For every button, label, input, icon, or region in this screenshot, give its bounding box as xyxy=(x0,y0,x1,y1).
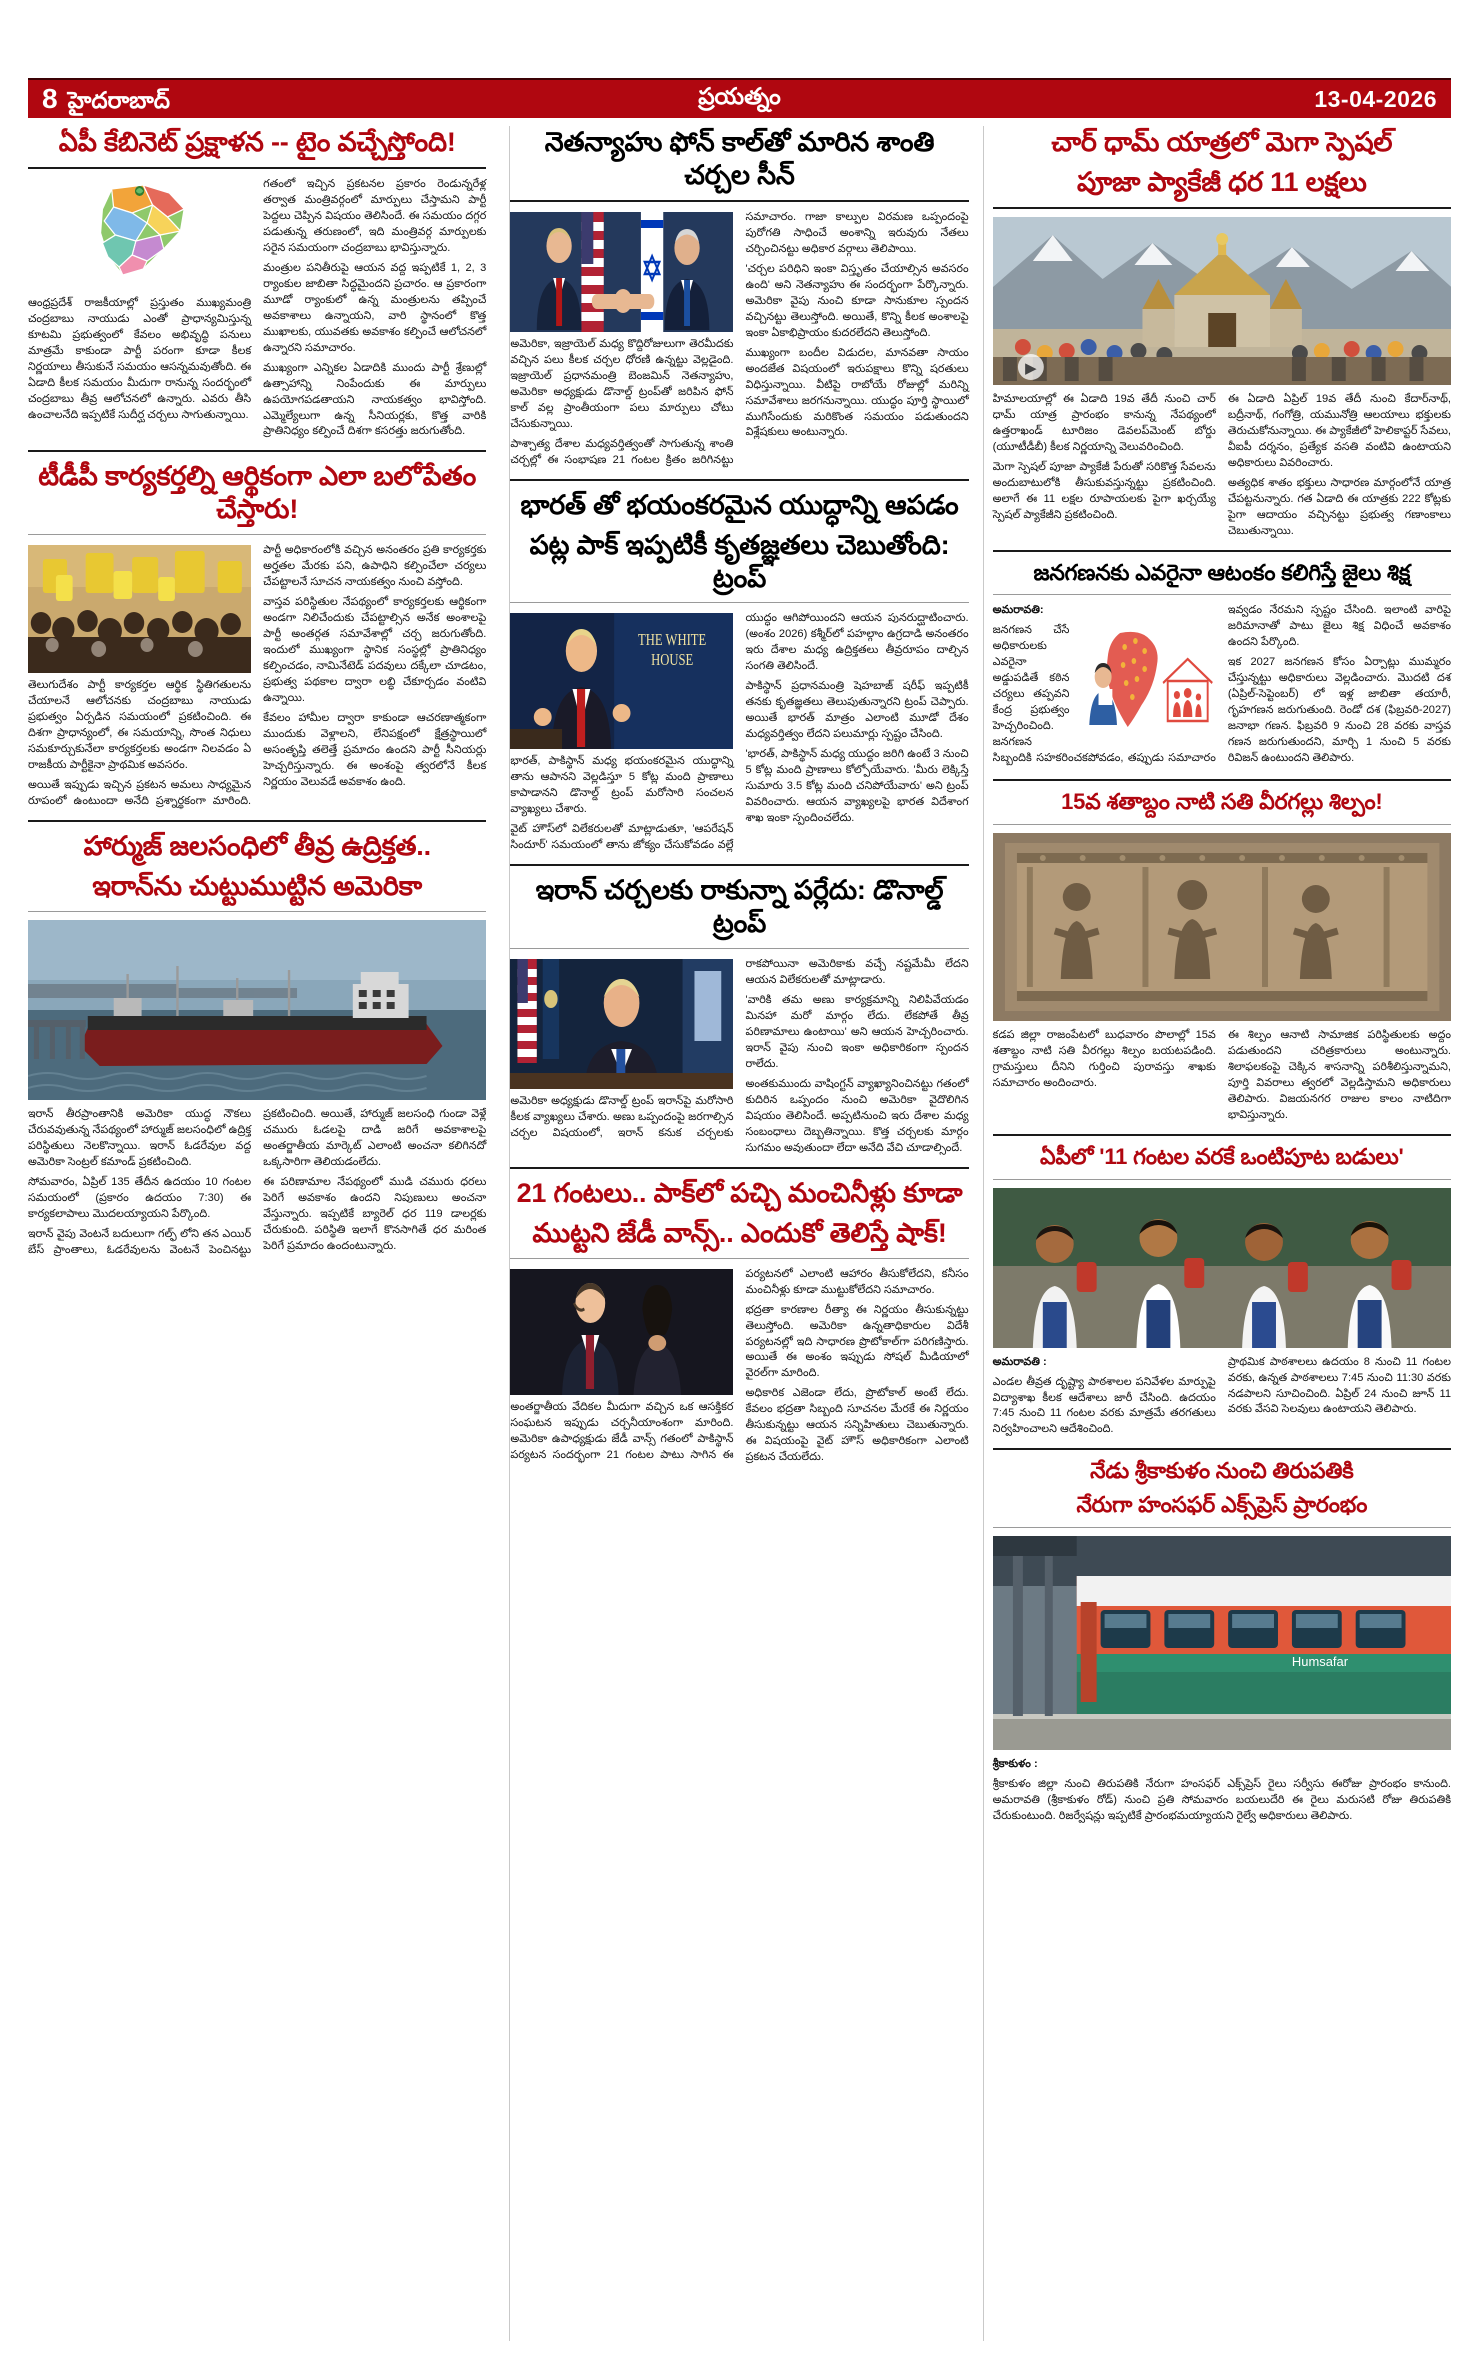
figure-train-coach-platform xyxy=(993,1536,1451,1750)
article-sati-sculptures[interactable] xyxy=(993,779,1451,1124)
headline-line-2: ముట్టని జేడీ వాన్స్.. ఎందుకో తెలిస్తే షాక్! xyxy=(532,1217,947,1248)
svg-text:HOUSE: HOUSE xyxy=(651,651,694,670)
paragraph: ఈ శిల్పం ఆనాటి సామాజిక పరిస్థితులకు అద్దం పడుతుందని చరిత్రకారులు అంటున్నారు. శిలాఫలకంపై చెక్కిన శాసనాన్ని పరిశీలిస్తున్నామని, పూర్తి వివరాలు త్వరలో వెల్లడిస్తామని అధికారులు తెలిపారు. విజయనగర రాజుల కాలం నాటిదిగా భావిస్తున్నారు. xyxy=(1227,1028,1451,1121)
headline-line-2: ఇరాన్‌ను చుట్టుముట్టిన అమెరికా xyxy=(92,871,422,901)
section-rule xyxy=(993,1134,1451,1136)
headline-line-2: పట్ల పాక్ ఇప్పటికీ కృతజ్ఞతలు చెబుతోంది: ట్రంప్ xyxy=(529,529,950,593)
article-census-jail[interactable] xyxy=(993,550,1451,770)
paragraph: భద్రతా కారణాల రీత్యా ఈ నిర్ణయం తీసుకున్నట్టు తెలుస్తోంది. అమెరికా ఉన్నతాధికారుల విదేశీ పర్యటనల్లో ఇది సాధారణ ప్రొటోకాల్‌గా పరిగణిస్తారు. అయితే ఈ అంశం ఇప్పుడు సోషల్ మీడియాలో వైరల్‌గా మారింది. xyxy=(745,1303,969,1380)
headline: జనగణనకు ఎవరైనా ఆటంకం కలిగిస్తే జైలు శిక్ష xyxy=(1033,559,1411,585)
paragraph: ఇరాన్ వైపు వెంటనే బదులుగా గల్ఫ్ లోని తన ఎయిర్ బేస్ ప్రాంతాలు, ఓడరేవులను వెంటనే పెంచినట్టు ప్రకటించింది. అయితే, హార్ముజ్ జలసంధి గుండా వెళ్లే చమురు ఓడలపై దాడి జరిగే అవకాశాలపై అంతర్జాతీయ మార్కెట్ ఎలాంటి అంచనా కలిగినదో ఒక్కసారిగా తెలియడంలేదు. xyxy=(28,1107,487,1256)
section-rule xyxy=(510,479,968,481)
headline-rule xyxy=(993,1527,1451,1528)
headline-rule xyxy=(993,207,1451,209)
article-body xyxy=(28,543,486,810)
masthead-left xyxy=(42,85,170,113)
paragraph: అంతకుముందు వాషింగ్టన్ వ్యాఖ్యానించినట్టు గతంలో కుదిరిన ఒప్పందం నుంచి అమెరికా వైదొలిగిన విషయం తెలిసిందే. అప్పటినుంచి ఇరు దేశాల మధ్య సంబంధాలు దెబ్బతిన్నాయి. కొత్త చర్చలకు మార్గం సుగమం అవుతుందా లేదా అనేది వేచి చూడాల్సిందే. xyxy=(745,1077,969,1154)
headline-rule xyxy=(510,602,968,603)
paragraph: కేవలం హామీల ద్వారా కాకుండా ఆచరణాత్మకంగా ముందుకు వెళ్లాలని, లేనిపక్షంలో క్షేత్రస్థాయిలో అసంతృప్తి తలెత్తే ప్రమాదం ఉందని పార్టీ సీనియర్లు హెచ్చరిస్తున్నారు. ఈ అంశంపై త్వరలోనే కీలక నిర్ణయం వెలువడే అవకాశం ఉంది. xyxy=(263,712,487,788)
headline-line-1: భారత్ తో భయంకరమైన యుద్ధాన్ని ఆపడం xyxy=(520,489,959,520)
article-body xyxy=(510,957,968,1157)
paragraph: పాశ్చాత్య దేశాల మధ్యవర్తిత్వంతో సాగుతున్న శాంతి చర్చల్లో ఈ సంభాషణ 21 గంటల క్రితం జరిగినట్టు సమాచారం. గాజా కాల్పుల విరమణ ఒప్పందంపై పురోగతి సాధించే అంశాన్ని ఇరువురు నేతలు చర్చించినట్టు అధికార వర్గాలు తెలిపాయి. xyxy=(510,210,969,466)
headline-rule xyxy=(510,948,968,949)
headline: ఏపీలో '11 గంటల వరకే ఒంటిపూట బడులు' xyxy=(1040,1143,1404,1169)
article-body xyxy=(28,1107,486,1259)
paragraph: ఆంధ్రప్రదేశ్ రాజకీయాల్లో ప్రస్తుతం ముఖ్యమంత్రి చంద్రబాబు నాయుడు ఎంతో ప్రాధాన్యమిస్తున్న కూటమి ప్రభుత్వంలో కేవలం అభివృద్ధి పనులు మాత్రమే కాకుండా పార్టీ పరంగా కూడా కీలక నిర్ణయాలు తీసుకునే సమయం ఆసన్నమవుతోంది. ఈ ఏడాది కీలక సమయం మీదుగా రానున్న సందర్భంలో చంద్రబాబు తీవ్ర ఆలోచనలో ఉన్నారు. ఎవరు తీసి ఉంచాలనేది ఇప్పటికే సుదీర్ఘ చర్చలు సాగుతున్నాయి. xyxy=(28,296,252,421)
article-iran-talks[interactable] xyxy=(510,864,968,1157)
paragraph: అమెరికా అధ్యక్షుడు డొనాల్డ్ ట్రంప్ ఇరాన్‌పై మరోసారి కీలక వ్యాఖ్యలు చేశారు. అణు ఒప్పందంపై జరగాల్సిన చర్చల విషయంలో, ఇరాన్ కనుక చర్చలకు రాకపోయినా అమెరికాకు వచ్చే నష్టమేమీ లేదని ఆయన విలేకరులతో మాట్లాడారు. xyxy=(510,958,969,1140)
figure-trump-seated-desk xyxy=(510,959,733,1089)
page-number: 8 xyxy=(42,83,58,114)
paragraph: వాస్తవ పరిస్థితుల నేపథ్యంలో కార్యకర్తలకు ఆర్థికంగా అండగా నిలిచేందుకు చేపట్టాల్సిన అనేక అంశాలపై పార్టీ అంతర్గత సమావేశాల్లో చర్చ జరుగుతోంది. ఇందులో ముఖ్యంగా స్థానిక సంస్థల్లో ప్రాతినిధ్యం కల్పించడం, నామినేటెడ్ పదవులు దక్కేలా చూడటం, ప్రభుత్వ పథకాల ద్వారా లబ్ధి చేకూర్చడం వంటివి ఉన్నాయి. xyxy=(263,596,487,705)
article-vance-pak[interactable] xyxy=(510,1167,968,1467)
section-rule xyxy=(510,864,968,866)
article-body xyxy=(510,1267,968,1467)
article-char-dham[interactable] xyxy=(993,126,1451,540)
paragraph: భారత్, పాకిస్థాన్ మధ్య భయంకరమైన యుద్ధాన్ని తాను ఆపానని వెల్లడిస్తూ 5 కోట్ల మంది ప్రాణాలు కాపాడానని డొనాల్డ్ ట్రంప్ మరోసారి సంచలన వ్యాఖ్యలు చేశారు. xyxy=(510,755,734,816)
figure-ap-districts-map xyxy=(28,179,251,291)
headline: నెతన్యాహు ఫోన్ కాల్‌తో మారిన శాంతి చర్చల సీన్ xyxy=(544,127,935,190)
headline: ఇరాన్ చర్చలకు రాకున్నా పర్లేదు: డొనాల్డ్ ట్రంప్ xyxy=(535,875,944,939)
section-rule xyxy=(510,1167,968,1169)
headline-rule xyxy=(28,167,486,169)
paper-title: ప్రయత్నం xyxy=(698,82,781,109)
headline-line-2: పూజా ప్యాకేజీ ధర 11 లక్షలు xyxy=(1076,166,1367,197)
headline-line-1: నేడు శ్రీకాకుళం నుంచి తిరుపతికి xyxy=(1090,1458,1354,1484)
column-2 xyxy=(510,126,968,2341)
svg-text:▶: ▶ xyxy=(1024,359,1037,377)
figure-census-india-illustration xyxy=(1077,625,1215,731)
article-grid xyxy=(28,126,1451,2341)
figure-char-dham-temple xyxy=(993,217,1451,385)
paragraph: కడప జిల్లా రాజంపేటలో బుధవారం పొలాల్లో 15వ శతాబ్దం నాటి సతి వీరగల్లు శిల్పం బయటపడింది. గ్రామస్తులు దీనిని గుర్తించి పురావస్తు శాఖకు సమాచారం అందించారు. xyxy=(992,1028,1216,1089)
paragraph: 'చర్చల పరిధిని ఇంకా విస్తృతం చేయాల్సిన అవసరం ఉంది' అని నెతన్యాహు ఈ సందర్భంగా పేర్కొన్నారు. అమెరికా వైపు నుంచి కూడా సానుకూల స్పందన వచ్చినట్టు తెలుస్తోంది. అయితే, కొన్ని కీలక అంశాలపై ఇంకా ఏకాభిప్రాయం కుదరలేదని తెలుస్తోంది. xyxy=(745,262,969,339)
headline: ఏపీ కేబినెట్ ప్రక్షాళన -- టైం వచ్చేస్తోంది! xyxy=(58,127,456,157)
article-body xyxy=(993,603,1451,769)
article-humsafar-express[interactable] xyxy=(993,1448,1451,1825)
paragraph: 'భారత్, పాకిస్థాన్ మధ్య యుద్ధం జరిగి ఉంటే 3 నుంచి 5 కోట్ల మంది ప్రాణాలు కోల్పోయేవారు. 'మీరు లెక్కిస్తే సుమారు 3.5 కోట్ల మంది చనిపోయేవారు' అని ట్రంప్ వివరించారు. ఆయన వ్యాఖ్యలపై భారత విదేశాంగ శాఖ ఇంకా స్పందించలేదు. xyxy=(745,748,969,825)
article-body xyxy=(993,1757,1451,1825)
headline-rule xyxy=(993,594,1451,595)
paragraph: వైట్ హౌస్‌లో విలేకరులతో మాట్లాడుతూ, 'ఆపరేషన్ సిందూర్' సమయంలో తాను జోక్యం చేసుకోవడం వల్లే యుద్ధం ఆగిపోయిందని ఆయన పునరుద్ఘాటించారు. (అంశం 2026) కశ్మీర్‌లో పహల్గాం ఉగ్రదాడి అనంతరం ఇరు దేశాల మధ్య ఉద్రిక్తతలు తీవ్రరూపం దాల్చిన సంగతి తెలిసిందే. xyxy=(510,612,969,852)
paragraph: అయితే ఇప్పుడు ఇచ్చిన ప్రకటన అమలు సాధ్యమైన రూపంలో ఉంటుందా అనేది ప్రశ్నార్థకంగా మారింది. పార్టీ అధికారంలోకి వచ్చిన అనంతరం ప్రతి కార్యకర్తకు అర్హతల మేరకు పని, ఉపాధిని కల్పించేలా చర్యలు చేపట్టాలనే సూచన నాయకత్వం నుంచి వస్తోంది. xyxy=(28,544,487,808)
paragraph: ఈ ఏడాది ఏప్రిల్ 19వ తేదీ నుంచి కేదార్‌నాథ్, బద్రీనాథ్, గంగోత్రి, యమునోత్రి ఆలయాలు భక్తులకు తెరుచుకోనున్నాయి. ఈ ప్యాకేజీలో హెలికాప్టర్ సేవలు, వీఐపీ దర్శనం, ప్రత్యేక వసతి వంటివి ఉంటాయని అధికారులు వివరించారు. xyxy=(1227,392,1451,469)
article-hormuz-strait[interactable] xyxy=(28,820,486,1259)
headline: టీడీపీ కార్యకర్తల్ని ఆర్థికంగా ఎలా బలోపేతం చేస్తారు! xyxy=(38,461,477,525)
headline-line-2: నేరుగా హంసఫర్ ఎక్స్‌ప్రెస్ ప్రారంభం xyxy=(1076,1492,1368,1518)
paragraph: మంత్రుల పనితీరుపై ఆయన వద్ద ఇప్పటికే 1, 2, 3 ర్యాంకుల జాబితా సిద్ధమైందని ప్రచారం. ఆ ప్రకారంగా మూడో ర్యాంకులో ఉన్న మంత్రులను తప్పించే అవకాశాలు ఉన్నాయని, వారి స్థానంలో కొత్త ముఖాలకు, యువతకు అవకాశం కల్పించే ఆలోచనలో ఉన్నారని సమాచారం. xyxy=(263,261,487,354)
figure-vance-and-usha-couple xyxy=(510,1269,733,1395)
paragraph: ముఖ్యంగా ఎన్నికల ఏడాదికి ముందు పార్టీ శ్రేణుల్లో ఉత్సాహాన్ని నింపేందుకు ఈ మార్పులు ఉపయోగపడతాయని నాయకత్వం భావిస్తోంది. ఎమ్మెల్యేలుగా ఉన్న సీనియర్లకు, కొత్త వారికి ప్రాతినిధ్యం కల్పించే దిశగా కసరత్తు జరుగుతోంది. xyxy=(263,361,487,438)
svg-text:Humsafar: Humsafar xyxy=(1291,1654,1348,1670)
paragraph: మెగా స్పెషల్ పూజా ప్యాకేజీ పేరుతో సరికొత్త సేవలను అందుబాటులోకి తీసుకువస్తున్నట్టు ప్రకటించింది. అలాగే ఈ 11 లక్షల రూపాయలకు పైగా ఖర్చయ్యే స్పెషల్ ప్యాకేజీని ప్రకటించింది. xyxy=(992,460,1216,521)
headline-rule xyxy=(993,824,1451,825)
section-rule xyxy=(993,779,1451,781)
paragraph: అంతర్జాతీయ వేదికల మీదుగా వచ్చిన ఒక ఆసక్తికర సంఘటన ఇప్పుడు చర్చనీయాంశంగా మారింది. అమెరికా ఉపాధ్యక్షుడు జేడీ వాన్స్ గతంలో పాకిస్థాన్ పర్యటన సందర్భంగా 21 గంటల పాటు సాగిన ఈ పర్యటనలో ఎలాంటి ఆహారం తీసుకోలేదని, కనీసం మంచినీళ్లు కూడా ముట్టుకోలేదని సమాచారం. xyxy=(510,1267,969,1461)
section-rule xyxy=(993,550,1451,552)
masthead-bar xyxy=(28,78,1451,118)
paragraph: అమెరికా, ఇజ్రాయెల్ మధ్య కొద్దిరోజులుగా తెరమీదకు వచ్చిన పలు కీలక చర్చల ధోరణి ఉన్నట్టు వెల్లడైంది. ఇజ్రాయెల్ ప్రధానమంత్రి బెంజమిన్ నెతన్యాహు, అమెరికా అధ్యక్షుడు డొనాల్డ్ ట్రంప్‌తో జరిపిన ఫోన్ కాల్ వల్ల ప్రాంతీయంగా పలు మార్పులు చోటు చేసుకున్నాయి. xyxy=(510,337,734,430)
headline-line-1: హార్ముజ్ జలసంధిలో తీవ్ర ఉద్రిక్తత.. xyxy=(83,831,431,862)
paragraph: అధికారిక ఎజెండా లేదు, ప్రొటోకాల్ అంటే లేదు. కేవలం భద్రతా సిబ్బంది సూచనల మేరకే ఈ నిర్ణయం తీసుకున్నట్టు ఆయన సన్నిహితులు చెబుతున్నారు. ఈ విషయంపై వైట్ హౌస్ అధికారికంగా ఎలాంటి ప్రకటన చేయలేదు. xyxy=(745,1387,969,1464)
article-body xyxy=(510,611,968,854)
dateline: అమరావతి: xyxy=(992,604,1044,617)
figure-trump-podium-whitehouse xyxy=(510,613,733,749)
headline-line-1: చార్ ధామ్ యాత్రలో మెగా స్పెషల్ xyxy=(1051,127,1393,157)
headline-rule xyxy=(993,1179,1451,1180)
headline-rule xyxy=(28,534,486,535)
headline: 15వ శతాబ్దం నాటి సతి వీరగల్లు శిల్పం! xyxy=(1061,789,1383,815)
figure-oil-tanker-ship xyxy=(28,920,486,1100)
article-body xyxy=(28,177,486,441)
paragraph: హిమాలయాల్లో ఈ ఏడాది 19వ తేదీ నుంచి చార్ ధామ్ యాత్ర ప్రారంభం కానున్న నేపథ్యంలో ఉత్తరాఖండ్ టూరిజం డెవలప్‌మెంట్ బోర్డు (యూటీడీబీ) కీలక నిర్ణయాన్ని వెలువరించింది. xyxy=(992,392,1216,453)
paragraph: ముఖ్యంగా బందీల విడుదల, మానవతా సాయం అందజేత విషయంలో ఇరుపక్షాలు కొన్ని షరతులు విధిస్తున్నాయి. వీటిపై రాబోయే రోజుల్లో మరిన్ని సమావేశాలు జరగనున్నాయి. యుద్ధం పూర్తి స్థాయిలో ముగిసేందుకు మరికొంత సమయం పడుతుందని విశ్లేషకులు అంటున్నారు. xyxy=(745,346,969,439)
issue-date: 13-04-2026 xyxy=(1314,85,1437,112)
headline-rule xyxy=(28,911,486,912)
article-body xyxy=(993,1355,1451,1439)
paragraph: అత్యధిక శాతం భక్తులు సాధారణ మార్గంలోనే యాత్ర చేపట్టనున్నారు. గత ఏడాది ఈ యాత్రకు 222 కోట్లకు పైగా ఆదాయం వచ్చినట్టు ప్రభుత్వ గణాంకాలు చెబుతున్నాయి. xyxy=(1227,476,1451,537)
section-rule xyxy=(28,450,486,452)
paragraph: ఇరాన్ తీరప్రాంతానికి అమెరికా యుద్ధ నౌకలు చేరువవుతున్న నేపథ్యంలో హార్ముజ్ జలసంధిలో ఉద్రిక్త పరిస్థితులు నెలకొన్నాయి. ఇరాన్ ఓడరేవుల వద్ద అమెరికా సెంట్రల్ కమాండ్ ప్రకటించింది. xyxy=(28,1107,252,1168)
paragraph: ఈ పరిణామాల నేపథ్యంలో ముడి చమురు ధరలు పెరిగే అవకాశం ఉందని నిపుణులు అంచనా వేస్తున్నారు. ఇప్పటికే బ్యారెల్ ధర 119 డాలర్లకు చేరుకుంది. పరిస్థితి ఇలాగే కొనసాగితే ధర మరింత పెరిగే ప్రమాదం ఉందంటున్నారు. xyxy=(263,1175,487,1252)
dateline: అమరావతి : xyxy=(992,1355,1047,1368)
paragraph: ఇక 2027 జనగణన కోసం ఏర్పాట్లు ముమ్మరం చేస్తున్నట్టు అధికారులు వెల్లడించారు. మొదటి దశ (ఏప్రిల్-సెప్టెంబర్) లో ఇళ్ల జాబితా తయారీ, గృహగణన జరుగుతుంది. రెండో దశ (ఫిబ్రవరి-2027) జనాభా గణన. ఫిబ్రవరి 9 నుంచి 28 వరకు వాస్తవ గణన జరుగుతుందని, మార్చి 1 నుంచి 5 వరకు రివిజన్ ఉంటుందని తెలిపారు. xyxy=(1227,656,1451,765)
headline-line-1: 21 గంటలు.. పాక్‌లో పచ్చి మంచినీళ్లు కూడా xyxy=(516,1177,963,1208)
paragraph: సోమవారం, ఏప్రిల్ 135 తేదీన ఉదయం 10 గంటల సమయంలో (ప్రకారం ఉదయం 7:30) ఈ కార్యకలాపాలు మొదలయ్యాయని పేర్కొంది. xyxy=(28,1175,252,1220)
figure-stone-sculpture-relief xyxy=(993,833,1451,1021)
figure-school-children-walking xyxy=(993,1188,1451,1348)
figure-tdp-rally-crowd xyxy=(28,545,251,673)
column-1 xyxy=(28,126,486,2341)
paragraph: ప్రాథమిక పాఠశాలలు ఉదయం 8 నుంచి 11 గంటల వరకు, ఉన్నత పాఠశాలలు 7:45 నుంచి 11:30 వరకు నడపాలని సూచించింది. ఏప్రిల్ 24 నుంచి జూన్ 11 వరకు వేసవి సెలవులు ఉంటాయని తెలిపారు. xyxy=(1227,1355,1451,1416)
article-ap-cabinet[interactable] xyxy=(28,126,486,440)
article-trump-pak-war[interactable] xyxy=(510,479,968,855)
paragraph: ఎండల తీవ్రత దృష్ట్యా పాఠశాలల పనివేళల మార్పుపై విద్యాశాఖ కీలక ఆదేశాలు జారీ చేసింది. ఉదయం 7:45 నుంచి 11 గంటల వరకు మాత్రమే తరగతులు నిర్వహించాలని ఆదేశించింది. xyxy=(992,1375,1216,1436)
column-rule xyxy=(983,126,984,2341)
edition-city: హైదరాబాద్ xyxy=(67,87,171,113)
article-body xyxy=(993,392,1451,540)
paragraph: జనగణన చేసే అధికారులకు ఎవరైనా అడ్డుపడితే కఠిన చర్యలు తప్పవని కేంద్ర ప్రభుత్వం హెచ్చరించింది. జనగణన సిబ్బందికి సహకరించకపోవడం, తప్పుడు సమాచారం ఇవ్వడం నేరమని స్పష్టం చేసింది. ఇలాంటి వారిపై జరిమానాతో పాటు జైలు శిక్ష విధించే అవకాశం ఉందని పేర్కొంది. xyxy=(992,604,1451,765)
paragraph: తెలుగుదేశం పార్టీ కార్యకర్తల ఆర్థిక స్థితిగతులను చేయాలనే ఆలోచనకు చంద్రబాబు నాయుడు ప్రభుత్వం ఏర్పడిన సమయంలో ప్రకటించింది. ఈ దిశగా ప్రాధాన్యంలో, ఈ సమయాన్ని, సొంత నిధులు సమకూర్చుకునేలా కార్యకర్తలకు అండగా నిలవడం ఏ రాజకీయ పార్టీకైనా ప్రాథమిక అవసరం. xyxy=(28,679,252,772)
paragraph: శ్రీకాకుళం జిల్లా నుంచి తిరుపతికి నేరుగా హంసఫర్ ఎక్స్‌ప్రెస్ రైలు సర్వీసు ఈరోజు ప్రారంభం కానుంది. అమరావతి (శ్రీకాకుళం రోడ్) నుంచి ప్రతి సోమవారం బయలుదేరి ఈ రైలు మరుసటి రోజు తిరుపతికి చేరుకుంటుంది. రిజర్వేషన్లు ఇప్పటికే ప్రారంభమయ్యాయని రైల్వే అధికారులు తెలిపారు. xyxy=(992,1778,1451,1822)
paragraph: పాకిస్థాన్ ప్రధానమంత్రి షెహబాజ్ షరీఫ్ ఇప్పటికీ తనకు కృతజ్ఞతలు తెలుపుతున్నారని ట్రంప్ చెప్పారు. అయితే భారత్ మాత్రం ఎలాంటి మూడో దేశం మధ్యవర్తిత్వం లేదని పలుమార్లు స్పష్టం చేసింది. xyxy=(745,680,969,741)
figure-trump-netanyahu-handshake xyxy=(510,212,733,332)
paragraph: గతంలో ఇచ్చిన ప్రకటనల ప్రకారం రెండున్నరేళ్ల తర్వాత మంత్రివర్గంలో మార్పులు చేస్తామని పార్టీ పెద్దలు చెప్పిన విషయం తెలిసిందే. ఈ సమయం దగ్గర పడుతున్న తరుణంలో, ఇది మంత్రివర్గ మార్పులకు సరైన సమయంగా చంద్రబాబు భావిస్తున్నారు. xyxy=(263,177,487,254)
headline-rule xyxy=(510,200,968,202)
column-3 xyxy=(993,126,1451,2341)
section-rule xyxy=(993,1448,1451,1450)
paragraph: 'వారికి తమ అణు కార్యక్రమాన్ని నిలిపివేయడం మినహా మరో మార్గం లేదు. లేకపోతే తీవ్ర పరిణామాలు ఉంటాయి' అని ఆయన హెచ్చరించారు. ఇరాన్ వైపు నుంచి ఇంకా అధికారికంగా స్పందన రాలేదు. xyxy=(745,994,969,1070)
dateline: శ్రీకాకుళం : xyxy=(992,1758,1038,1771)
article-body xyxy=(510,210,968,469)
article-tdp-cadre[interactable] xyxy=(28,450,486,810)
article-ap-11-hours[interactable] xyxy=(993,1134,1451,1439)
section-rule xyxy=(28,820,486,822)
article-body xyxy=(993,1028,1451,1124)
article-netanyahu-call[interactable] xyxy=(510,126,968,469)
svg-text:THE WHITE: THE WHITE xyxy=(638,631,707,650)
headline-rule xyxy=(510,1258,968,1259)
